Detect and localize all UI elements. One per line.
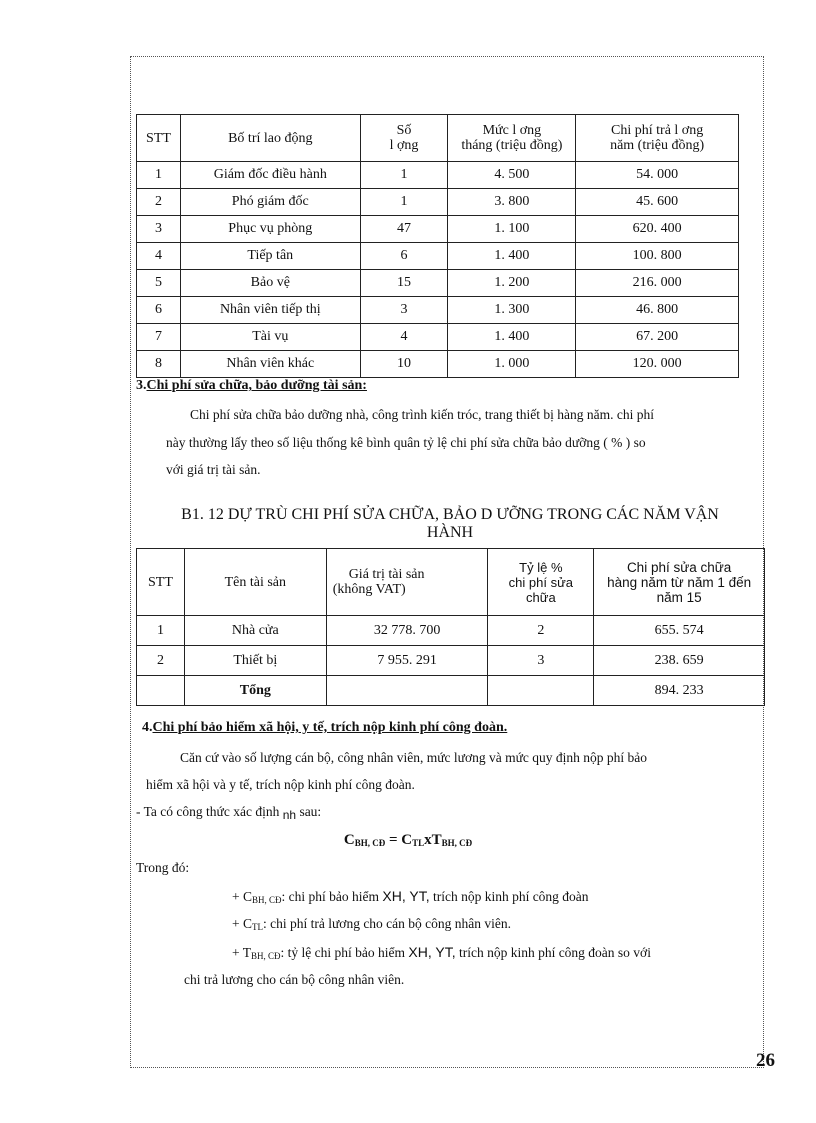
header-cp-line3: năm 15 [656,589,702,605]
cell-yearly: 54. 000 [576,162,739,189]
cell-monthly: 3. 800 [448,189,576,216]
item1-a: + C [232,889,252,904]
table2-title [150,506,750,542]
formula-intro [136,804,321,820]
item2-a: + C [232,916,252,931]
definition-item-3 [232,944,651,961]
formula-eq: = C [385,832,413,848]
header-stt: STT [137,115,181,162]
cell-count: 3 [360,297,448,324]
definition-item-3-line2: chi trả lương cho cán bộ công nhân viên. [184,972,405,987]
cell-yearly: 46. 800 [576,297,739,324]
cell-total-label: Tổng [184,676,326,706]
section4-para-line1: Căn cứ vào số lượng cán bộ, công nhân viên, mức lương và mức quy định nộp phí bảo [180,750,648,765]
cell-role: Tiếp tân [180,243,360,270]
cell-stt: 3 [137,216,181,243]
cell-count: 1 [360,189,448,216]
cell-value: 7 955. 291 [326,646,488,676]
header-gia-tri [326,549,488,616]
header-so-luong [360,115,448,162]
cell-monthly: 4. 500 [448,162,576,189]
header-ty-le-line1: Tỷ lệ % [519,559,563,575]
cell-stt: 1 [137,616,185,646]
header-muc-luong-line1: Mức l ơng [482,123,542,138]
header-gia-tri-line2: (không VAT) [332,582,406,597]
definition-item-1 [232,888,589,905]
header-chi-phi-sua-chua [594,549,765,616]
table-row [137,297,739,324]
section4-number: 4. [142,720,153,735]
section3-number: 3. [136,378,147,393]
table-total-row [137,676,765,706]
cell-rate: 2 [488,616,594,646]
cell-monthly: 1. 000 [448,351,576,378]
cell-value: 32 778. 700 [326,616,488,646]
formula-intro-a: - Ta có công thức xác định [136,804,280,819]
item2-b: : chi phí trả lương cho cán bộ công nhân viên. [263,916,512,931]
cell-annual-cost: 238. 659 [594,646,765,676]
header-stt: STT [137,549,185,616]
cell-role: Tài vụ [180,324,360,351]
formula-c: C [343,832,355,848]
cell-count: 10 [360,351,448,378]
cell-annual-cost: 655. 574 [594,616,765,646]
formula-sub-tl: TL [412,838,425,848]
table-row [137,616,765,646]
cell-monthly: 1. 300 [448,297,576,324]
table-row [137,351,739,378]
header-so-luong-line2: l ợng [389,138,419,153]
page-number: 26 [756,1050,775,1071]
formula-sub-bh: BH, CĐ [354,838,386,848]
formula-x: xT [424,832,442,848]
table-row [137,243,739,270]
formula [0,832,816,849]
formula-intro-b: sau: [299,804,322,819]
header-chi-phi-line2: năm (triệu đồng) [610,138,705,153]
cell-count: 47 [360,216,448,243]
cell-yearly: 67. 200 [576,324,739,351]
cell-monthly: 1. 400 [448,243,576,270]
header-ty-le-line3: chữa [526,589,556,605]
cell-stt: 4 [137,243,181,270]
item3-b: : tỷ lệ chi phí bảo hiểm [280,945,405,960]
cell-yearly: 45. 600 [576,189,739,216]
header-so-luong-line1: Số [396,123,412,138]
item1-sub: BH, CĐ [252,895,282,905]
section3-para-line2: này thường lấy theo số liệu thống kê bình quân tỷ lệ chi phí sửa chữa bảo dưỡng ( % ) so [166,435,646,450]
cell-role: Nhân viên tiếp thị [180,297,360,324]
item3-c: trích nộp kinh phí công đoàn so với [458,945,651,960]
labor-cost-table [136,114,739,378]
header-muc-luong [448,115,576,162]
item1-b: : chi phí bảo hiểm [281,889,379,904]
table-row [137,324,739,351]
cell-role: Giám đốc điều hành [180,162,360,189]
cell-role: Phục vụ phòng [180,216,360,243]
header-chi-phi-line1: Chi phí trả l ơng [611,123,704,138]
cell-asset: Nhà cửa [184,616,326,646]
header-cp-line2: hàng năm từ năm 1 đến [607,574,752,590]
table2-title-line1: B1. 12 DỰ TRÙ CHI PHÍ SỬA CHỮA, BẢO D ƯỠNG TRONG CÁC NĂM VẬN [181,506,719,523]
item3-xh: XH, YT, [408,944,456,960]
header-chi-phi [576,115,739,162]
header-cp-line1: Chi phí sửa chữa [626,559,732,575]
cell-monthly: 1. 100 [448,216,576,243]
item3-sub: BH, CĐ [251,951,281,961]
table-row [137,646,765,676]
section4-title: Chi phí bảo hiểm xã hội, y tế, trích nộp kinh phí công đoàn. [152,720,508,735]
cell-stt: 8 [137,351,181,378]
cell-stt: 1 [137,162,181,189]
table2-title-line2: HÀNH [426,524,474,541]
cell-role: Bảo vệ [180,270,360,297]
cell-rate: 3 [488,646,594,676]
cell-empty [326,676,488,706]
table-header-row [137,549,765,616]
cell-stt: 6 [137,297,181,324]
section4-para-line2: hiểm xã hội và y tế, trích nộp kinh phí công đoàn. [146,777,415,792]
cell-yearly: 216. 000 [576,270,739,297]
cell-yearly: 620. 400 [576,216,739,243]
cell-role: Phó giám đốc [180,189,360,216]
table-header-row [137,115,739,162]
cell-monthly: 1. 400 [448,324,576,351]
item3-a: + T [232,945,251,960]
item1-xh: XH, YT, [382,888,430,904]
cell-stt: 7 [137,324,181,351]
cell-count: 6 [360,243,448,270]
cell-total-value: 894. 233 [594,676,765,706]
cell-stt: 2 [137,189,181,216]
cell-count: 4 [360,324,448,351]
table-row [137,162,739,189]
table-row [137,270,739,297]
cell-stt: 5 [137,270,181,297]
cell-yearly: 120. 000 [576,351,739,378]
maintenance-cost-table [136,548,765,706]
cell-asset: Thiết bị [184,646,326,676]
cell-empty [137,676,185,706]
cell-count: 1 [360,162,448,189]
formula-intro-nh: nh [282,808,297,822]
definition-item-2 [232,916,511,932]
cell-count: 15 [360,270,448,297]
trong-do-label: Trong đó: [136,860,190,875]
cell-empty [488,676,594,706]
header-ty-le [488,549,594,616]
cell-yearly: 100. 800 [576,243,739,270]
cell-monthly: 1. 200 [448,270,576,297]
section3-title: Chi phí sửa chữa, bảo dưỡng tài sản: [146,378,367,393]
header-ten-tai-san: Tên tài sản [184,549,326,616]
header-gia-tri-line1: Giá trị tài sản [348,567,425,582]
table-row [137,189,739,216]
formula-sub-bh2: BH, CĐ [441,838,473,848]
table-row [137,216,739,243]
section3-para-line1: Chi phí sửa chữa bảo dưỡng nhà, công trình kiến tróc, trang thiết bị hàng năm. chi phí [190,407,654,422]
header-ty-le-line2: chi phí sửa [508,574,574,590]
item1-c: trích nộp kinh phí công đoàn [432,889,589,904]
section4-heading [142,720,507,736]
section3-heading [136,378,367,394]
cell-stt: 2 [137,646,185,676]
header-muc-luong-line2: tháng (triệu đồng) [461,138,563,153]
header-bo-tri: Bố trí lao động [180,115,360,162]
cell-role: Nhân viên khác [180,351,360,378]
item2-sub: TL [252,922,263,932]
section3-para-line3: với giá trị tài sản. [166,462,261,477]
